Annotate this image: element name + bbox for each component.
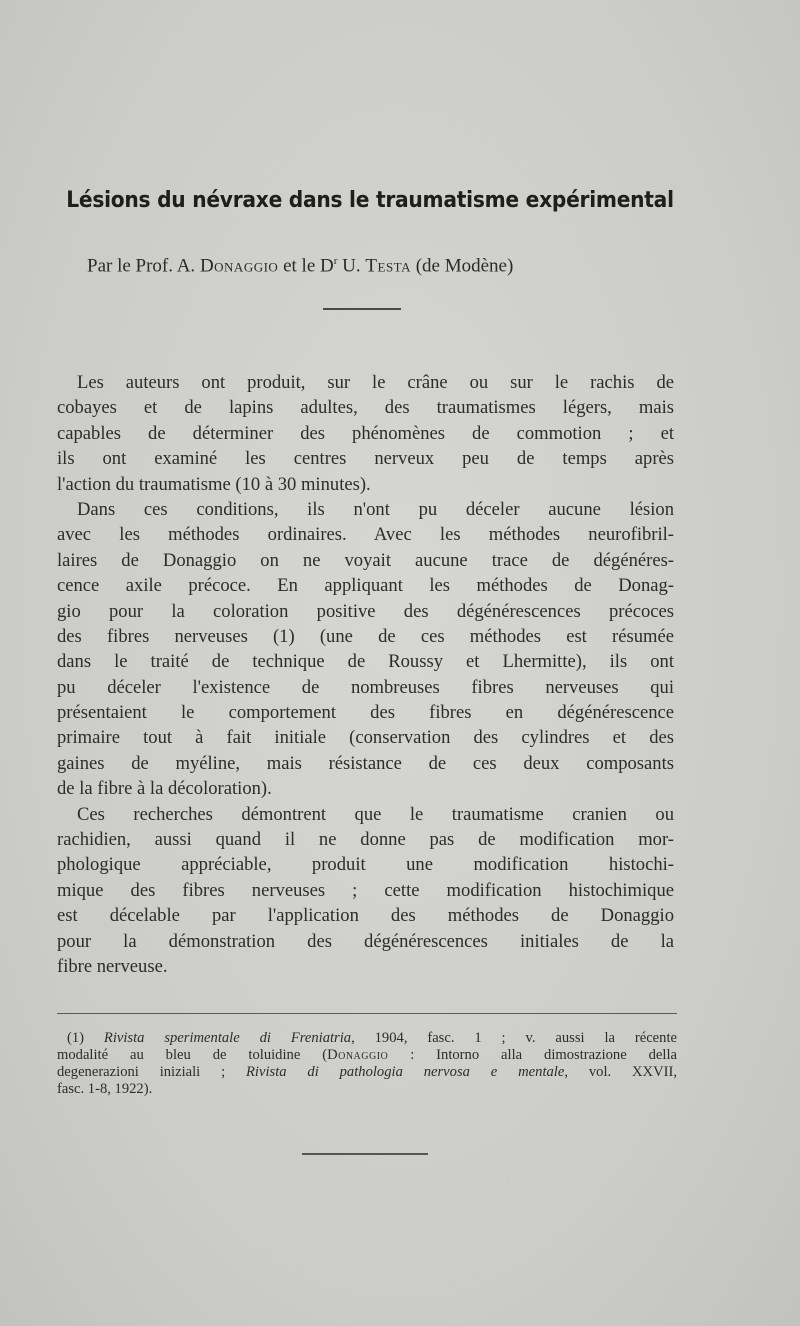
footnote-text: , vol. XXVII, [564, 1064, 677, 1080]
body-line: dans le traité de technique de Roussy et Lhermitte), ils ont [57, 651, 674, 673]
journal-title: Rivista sperimentale di Freniatria [103, 1030, 352, 1046]
body-line: l'action du traumatisme (10 à 30 minutes). [57, 473, 371, 495]
body-line: phologique appréciable, produit une modification histochi- [57, 854, 674, 876]
authors-middle-2: U. [337, 255, 366, 277]
body-line: cence axile précoce. En appliquant les méthodes de Donag- [57, 575, 674, 597]
footnote [57, 1030, 677, 1098]
author-testa: Testa [365, 255, 411, 277]
body-line: des fibres nerveuses (1) (une de ces méthodes est résumée [57, 625, 674, 647]
body-line: primaire tout à fait initiale (conservation des cylindres et des [57, 727, 674, 749]
footnote-text: modalité au bleu de toluidine ( [57, 1047, 328, 1063]
authors-suffix: (de Modène) [410, 255, 514, 277]
footnote-line-4: fasc. 1-8, 1922). [57, 1081, 153, 1097]
footnote-line-3 [57, 1064, 677, 1081]
body-line: pour la démonstration des dégénérescences initiales de la [57, 930, 674, 952]
journal-title: Rivista di pathologia nervosa e mentale [246, 1064, 565, 1080]
body-line: Ces recherches démontrent que le traumatisme cranien ou [77, 803, 674, 825]
body-line: Les auteurs ont produit, sur le crâne ou sur le rachis de [77, 372, 674, 393]
body-line: avec les méthodes ordinaires. Avec les méthodes neurofibril- [57, 524, 674, 546]
body-line: mique des fibres nerveuses ; cette modification histochimique [57, 879, 674, 901]
footnote-separator-rule [57, 1013, 677, 1014]
footnote-line-2 [57, 1047, 677, 1064]
body-line: cobayes et de lapins adultes, des traumatismes légers, mais [57, 397, 674, 419]
body-line: gio pour la coloration positive des dégénérescences précoces [57, 600, 674, 622]
body-line: de la fibre à la décoloration). [57, 778, 272, 800]
footnote-text: degenerazioni iniziali ; [57, 1064, 247, 1080]
body-line: capables de déterminer des phénomènes de commotion ; et [57, 422, 674, 444]
authors-middle: et le D [278, 255, 334, 277]
footnote-text: , 1904, fasc. 1 ; v. aussi la récente [351, 1030, 677, 1046]
author-donaggio: Donaggio [199, 255, 279, 277]
footnote-text: : Intorno alla dimostrazione della [388, 1047, 677, 1063]
body-line: présentaient le comportement des fibres en dégénérescence [57, 702, 674, 724]
end-rule [302, 1153, 428, 1155]
body-line: rachidien, aussi quand il ne donne pas de modification mor- [57, 829, 674, 851]
body-line: fibre nerveuse. [57, 955, 168, 977]
body-line: Dans ces conditions, ils n'ont pu déceler aucune lésion [77, 498, 674, 520]
body-line: gaines de myéline, mais résistance de ces deux composants [57, 752, 674, 774]
footnote-author: Donaggio [327, 1047, 389, 1063]
article-authors [87, 255, 647, 277]
authors-prefix: Par le Prof. A. [87, 255, 200, 277]
article-body [57, 370, 674, 979]
body-line: laires de Donaggio on ne voyait aucune trace de dégénéres- [57, 549, 674, 571]
article-title: Lésions du névraxe dans le traumatisme expérimental [66, 188, 674, 213]
body-line: ils ont examiné les centres nerveux peu de temps après [57, 448, 674, 470]
footnote-line-1 [57, 1030, 677, 1047]
title-separator-rule [323, 308, 401, 310]
body-line: est décelable par l'application des méthodes de Donaggio [57, 905, 674, 927]
authors-superscript: r [333, 255, 338, 267]
body-line: pu déceler l'existence de nombreuses fibres nerveuses qui [57, 676, 674, 698]
footnote-marker: (1) [67, 1030, 104, 1046]
